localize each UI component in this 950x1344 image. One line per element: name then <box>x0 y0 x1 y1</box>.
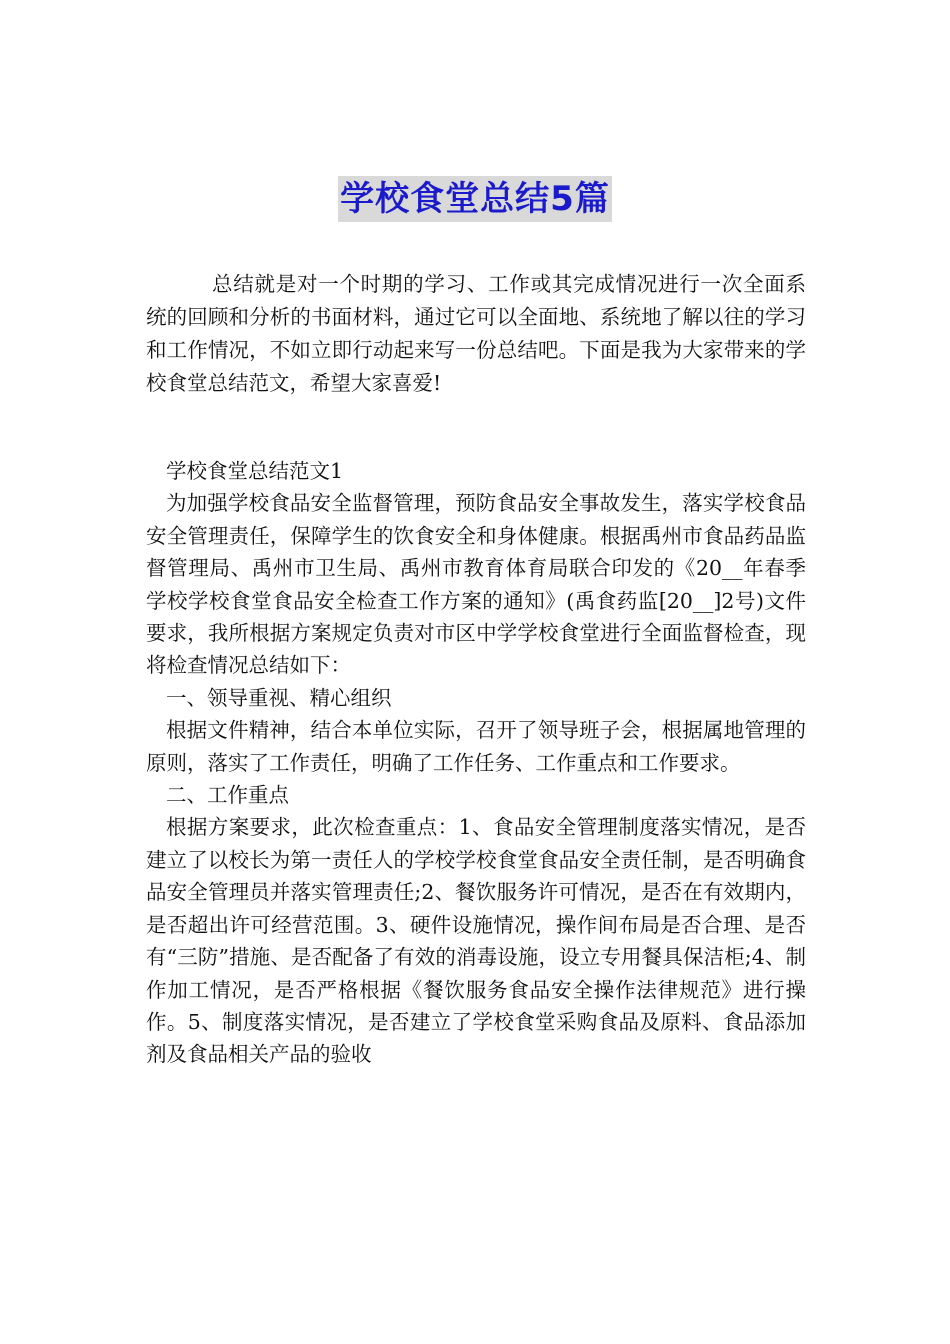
section-heading-leadership: 一、领导重视、精心组织 <box>166 685 392 710</box>
section-heading-work-focus: 二、工作重点 <box>166 783 289 808</box>
body-paragraph: 为加强学校食品安全监督管理，预防食品安全事故发生，落实学校食品安全管理责任，保障学生的饮食安全和身体健康。根据禹州市食品药品监督管理局、禹州市卫生局、禹州市教育体育局联合印发的《20__年春季学校学校食堂食品安全检查工作方案的通知》(禹食药监[20__]2号)文件要求，我所根据方案规定负责对市区中学学校食堂进行全面监督检查，现将检查情况总结如下： <box>146 491 806 678</box>
body-paragraph: 根据方案要求，此次检查重点：1、食品安全管理制度落实情况，是否建立了以校长为第一责任人的学校学校食堂食品安全责任制，是否明确食品安全管理员并落实管理责任;2、餐饮服务许可情况，是否在有效期内，是否超出许可经营范围。3、硬件设施情况，操作间布局是否合理、是否有“三防”措施、是否配备了有效的消毒设施，设立专用餐具保洁柜;4、制作加工情况，是否严格根据《餐饮服务食品安全操作法律规范》进行操作。5、制度落实情况，是否建立了学校食堂采购食品及原料、食品添加剂及食品相关产品的验收 <box>146 815 806 1067</box>
intro-paragraph: 总结就是对一个时期的学习、工作或其完成情况进行一次全面系统的回顾和分析的书面材料，通过它可以全面地、系统地了解以往的学习和工作情况，不如立即行动起来写一份总结吧。下面是我为大家带来的学校食堂总结范文，希望大家喜爱! <box>146 272 806 395</box>
section-heading-sample-1: 学校食堂总结范文1 <box>166 459 344 483</box>
content-sections <box>146 455 806 1071</box>
title-container <box>0 176 950 222</box>
document-title: 学校食堂总结5篇 <box>338 176 612 222</box>
body-paragraph: 根据文件精神，结合本单位实际，召开了领导班子会，根据属地管理的原则，落实了工作责任，明确了工作任务、工作重点和工作要求。 <box>146 718 806 775</box>
